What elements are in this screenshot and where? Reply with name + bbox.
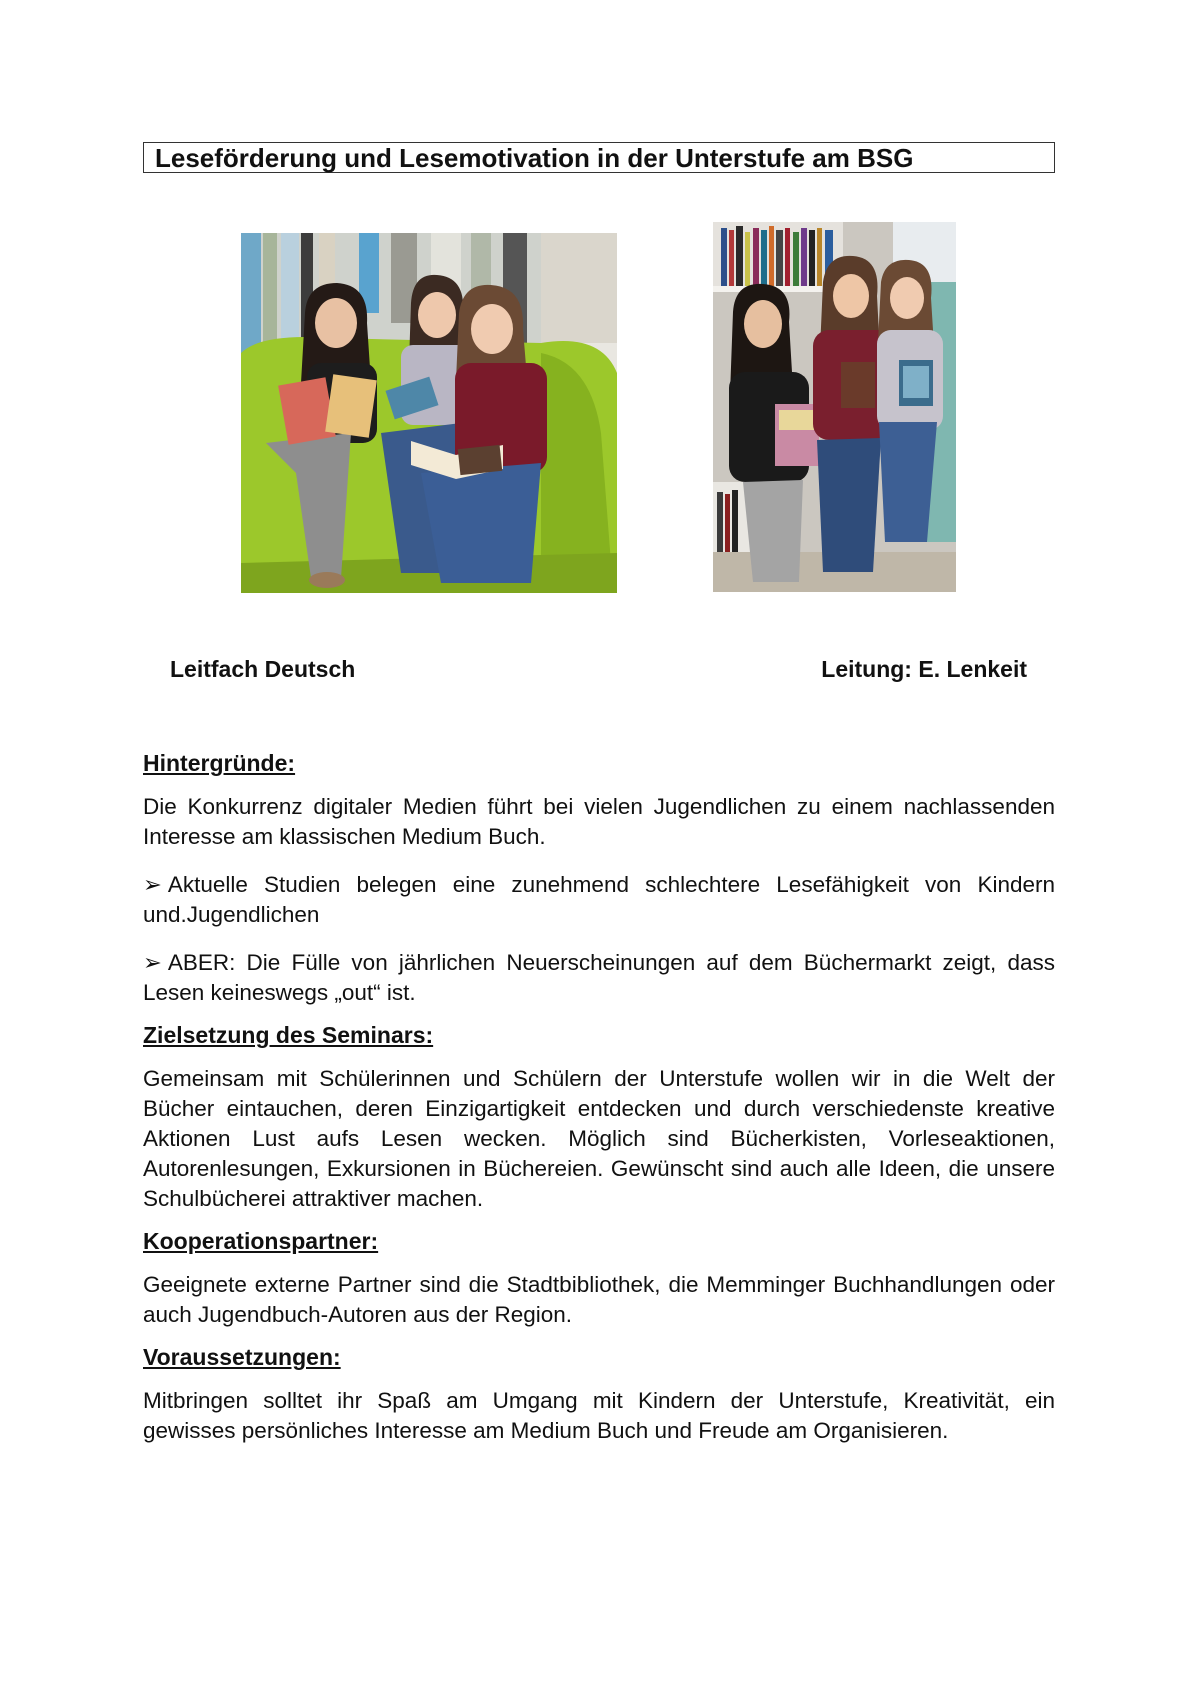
heading-background: Hintergründe: <box>143 750 296 776</box>
background-intro: Die Konkurrenz digitaler Medien führt bei vielen Jugendlichen zu einem nachlassenden Interesse am klassischen Medium Buch. <box>143 794 1055 849</box>
bullet-arrow-icon: ➢ <box>143 872 162 897</box>
bullet-1-text: Aktuelle Studien belegen eine zunehmend schlechtere Lesefähigkeit von Kindern und.Jugendlichen <box>143 872 1055 927</box>
background-bullet-1 <box>143 870 1055 930</box>
partners-text: Geeignete externe Partner sind die Stadtbibliothek, die Memminger Buchhandlungen oder auch Jugendbuch-Autoren aus der Region. <box>143 1272 1055 1327</box>
page-title: Leseförderung und Lesemotivation in der Unterstufe am BSG <box>143 142 1055 173</box>
photo-girls-on-sofa <box>241 233 617 593</box>
lead-label: Leitung: E. Lenkeit <box>821 656 1027 682</box>
heading-partners: Kooperationspartner: <box>143 1228 379 1254</box>
bullet-2-text: ABER: Die Fülle von jährlichen Neuerscheinungen auf dem Büchermarkt zeigt, dass Lesen keineswegs „out“ ist. <box>143 950 1055 1005</box>
content-body <box>143 748 1055 1464</box>
bullet-arrow-icon: ➢ <box>143 950 162 975</box>
goals-text: Gemeinsam mit Schülerinnen und Schülern der Unterstufe wollen wir in die Welt der Bücher eintauchen, deren Einzigartigkeit entdecken und durch verschiedenste kreative Aktionen Lust aufs Lesen wecken. Möglich sind Bücherkisten, Vorleseaktionen, Autorenlesungen, Exkursionen in Büchereien. Gewünscht sind auch alle Ideen, die unsere Schulbücherei attraktiver machen. <box>143 1066 1055 1211</box>
subject-label: Leitfach Deutsch <box>170 656 356 682</box>
background-bullet-2 <box>143 948 1055 1008</box>
photo-girls-in-library <box>713 222 956 592</box>
heading-goals: Zielsetzung des Seminars: <box>143 1022 434 1048</box>
requirements-text: Mitbringen solltet ihr Spaß am Umgang mit Kindern der Unterstufe, Kreativität, ein gewisses persönliches Interesse am Medium Buch und Freude am Organisieren. <box>143 1388 1055 1443</box>
heading-requirements: Voraussetzungen: <box>143 1344 341 1370</box>
